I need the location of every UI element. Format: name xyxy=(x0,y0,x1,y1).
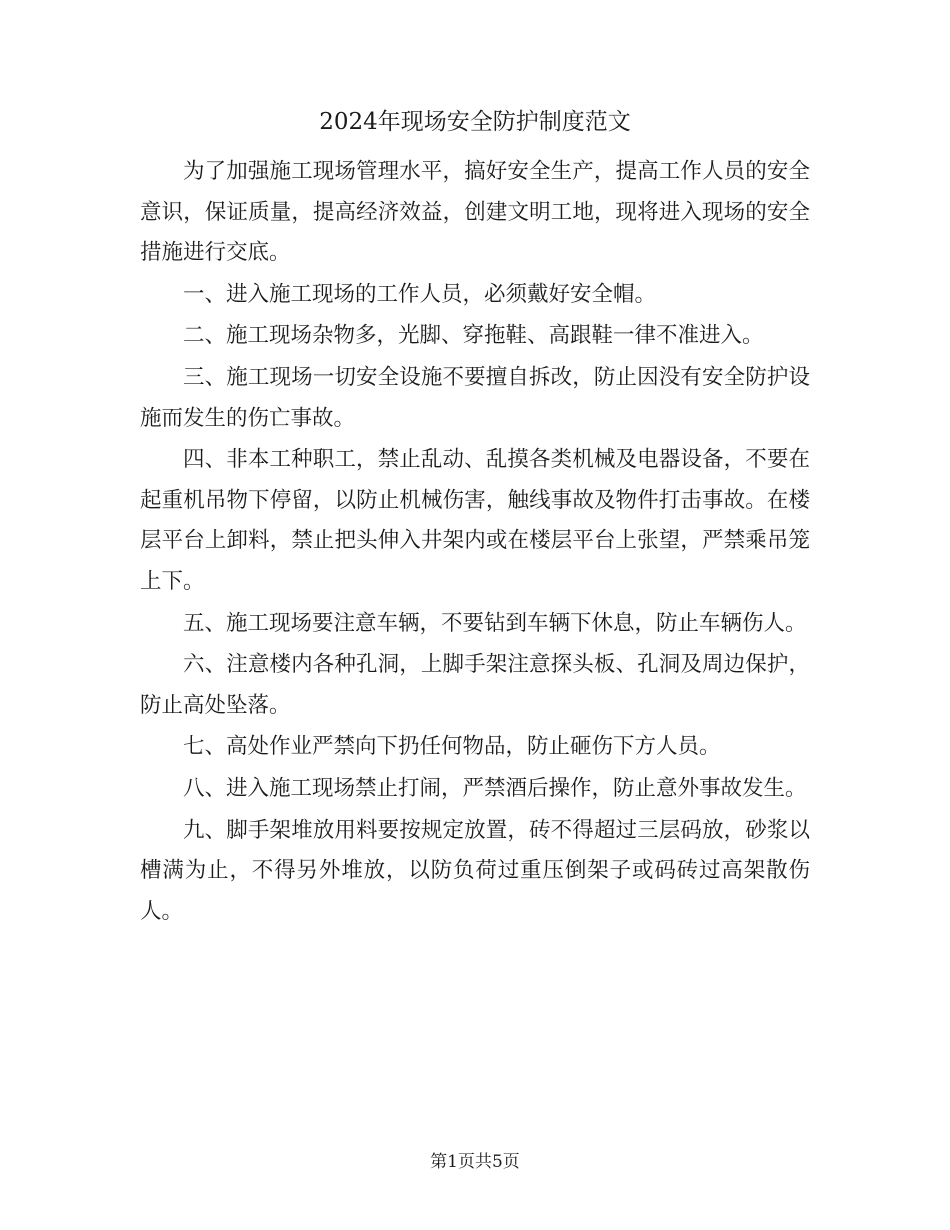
rule-paragraph-8: 八、进入施工现场禁止打闹，严禁酒后操作，防止意外事故发生。 xyxy=(183,775,807,801)
rule-paragraph-4: 四、非本工种职工，禁止乱动、乱摸各类机械及电器设备，不要在起重机吊物下停留，以防止机械伤害，触线事故及物件打击事故。在楼层平台上卸料，禁止把头伸入井架内或在楼层平台上张望，严禁乘吊笼上下。 xyxy=(140,447,810,594)
rule-paragraph-7: 七、高处作业严禁向下扔任何物品，防止砸伤下方人员。 xyxy=(183,734,721,760)
document-title: 2024年现场安全防护制度范文 xyxy=(319,109,631,135)
intro-paragraph: 为了加强施工现场管理水平，搞好安全生产，提高工作人员的安全意识，保证质量，提高经济效益，创建文明工地，现将进入现场的安全措施进行交底。 xyxy=(140,159,810,266)
rule-paragraph-9: 九、脚手架堆放用料要按规定放置，砖不得超过三层码放，砂浆以槽满为止，不得另外堆放，以防负荷过重压倒架子或码砖过高架散伤人。 xyxy=(140,817,810,924)
rule-paragraph-3: 三、施工现场一切安全设施不要擅自拆改，防止因没有安全防护设施而发生的伤亡事故。 xyxy=(140,364,810,431)
rule-paragraph-2: 二、施工现场杂物多，光脚、穿拖鞋、高跟鞋一律不准进入。 xyxy=(183,323,764,349)
page-number-footer: 第1页共5页 xyxy=(430,1152,520,1172)
rule-paragraph-6: 六、注意楼内各种孔洞，上脚手架注意探头板、孔洞及周边保护，防止高处坠落。 xyxy=(140,652,810,718)
document-body xyxy=(140,152,810,933)
rule-paragraph-5: 五、施工现场要注意车辆，不要钻到车辆下休息，防止车辆伤人。 xyxy=(183,610,807,636)
rule-paragraph-1: 一、进入施工现场的工作人员，必须戴好安全帽。 xyxy=(183,281,657,307)
